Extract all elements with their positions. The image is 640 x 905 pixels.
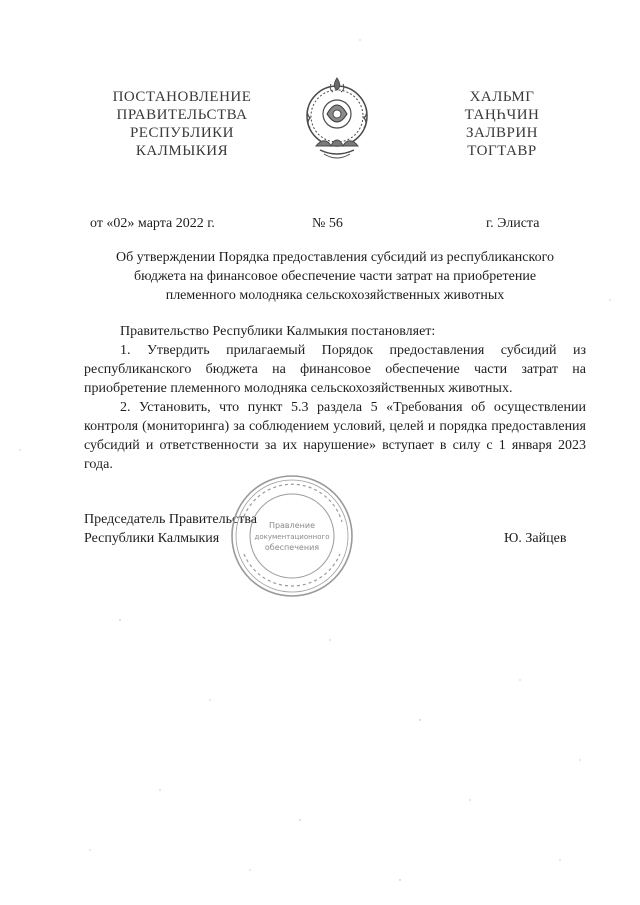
stamp-line: Правление xyxy=(268,521,316,530)
header-right-line: ТОГТАВР xyxy=(467,143,537,159)
header-left-line: ПОСТАНОВЛЕНИЕ xyxy=(112,89,252,105)
header-right-line: ТАҢҺЧИН xyxy=(464,107,540,123)
official-round-stamp-icon xyxy=(228,472,356,600)
header-right-title xyxy=(432,88,572,160)
title-line: Об утверждении Порядка предоставления субсидий из республиканского xyxy=(116,250,554,265)
item-1-paragraph: 1. Утвердить прилагаемый Порядок предоставления субсидий из республиканского бюджета на финансовое обеспечение части затрат на приобретение племенного молодняка сельскохозяйственных животных. xyxy=(84,343,586,396)
kalmykia-coat-of-arms-icon xyxy=(298,74,376,164)
stamp-line: документационного xyxy=(254,533,330,541)
header-left-title xyxy=(82,88,282,160)
header-right-line: ЗАЛВРИН xyxy=(465,125,539,141)
stamp-line: обеспечения xyxy=(264,543,320,552)
title-line: племенного молодняка сельскохозяйственных животных xyxy=(165,288,505,303)
document-date: от «02» марта 2022 г. xyxy=(90,216,215,231)
header-left-line: ПРАВИТЕЛЬСТВА xyxy=(116,107,248,123)
signatory-name: Ю. Зайцев xyxy=(504,531,567,546)
document-body xyxy=(84,322,586,474)
title-line: бюджета на финансовое обеспечение части затрат на приобретение xyxy=(133,269,537,284)
intro-paragraph: Правительство Республики Калмыкия постановляет: xyxy=(120,324,436,339)
signatory-title-line: Председатель Правительства xyxy=(84,512,257,527)
document-number: № 56 xyxy=(312,216,343,231)
signatory-title-line: Республики Калмыкия xyxy=(84,531,220,546)
item-2-paragraph: 2. Установить, что пункт 5.3 раздела 5 «Требования об осуществлении контроля (мониторинга) за соблюдением условий, целей и порядка предоставления субсидий и ответственности за их нарушение» вступает в силу с 1 января 2023 года. xyxy=(84,400,586,472)
header-right-line: ХАЛЬМГ xyxy=(469,89,535,105)
header-left-line: КАЛМЫКИЯ xyxy=(135,143,229,159)
document-title xyxy=(84,248,586,305)
document-city: г. Элиста xyxy=(486,216,540,231)
header-left-line: РЕСПУБЛИКИ xyxy=(129,125,235,141)
